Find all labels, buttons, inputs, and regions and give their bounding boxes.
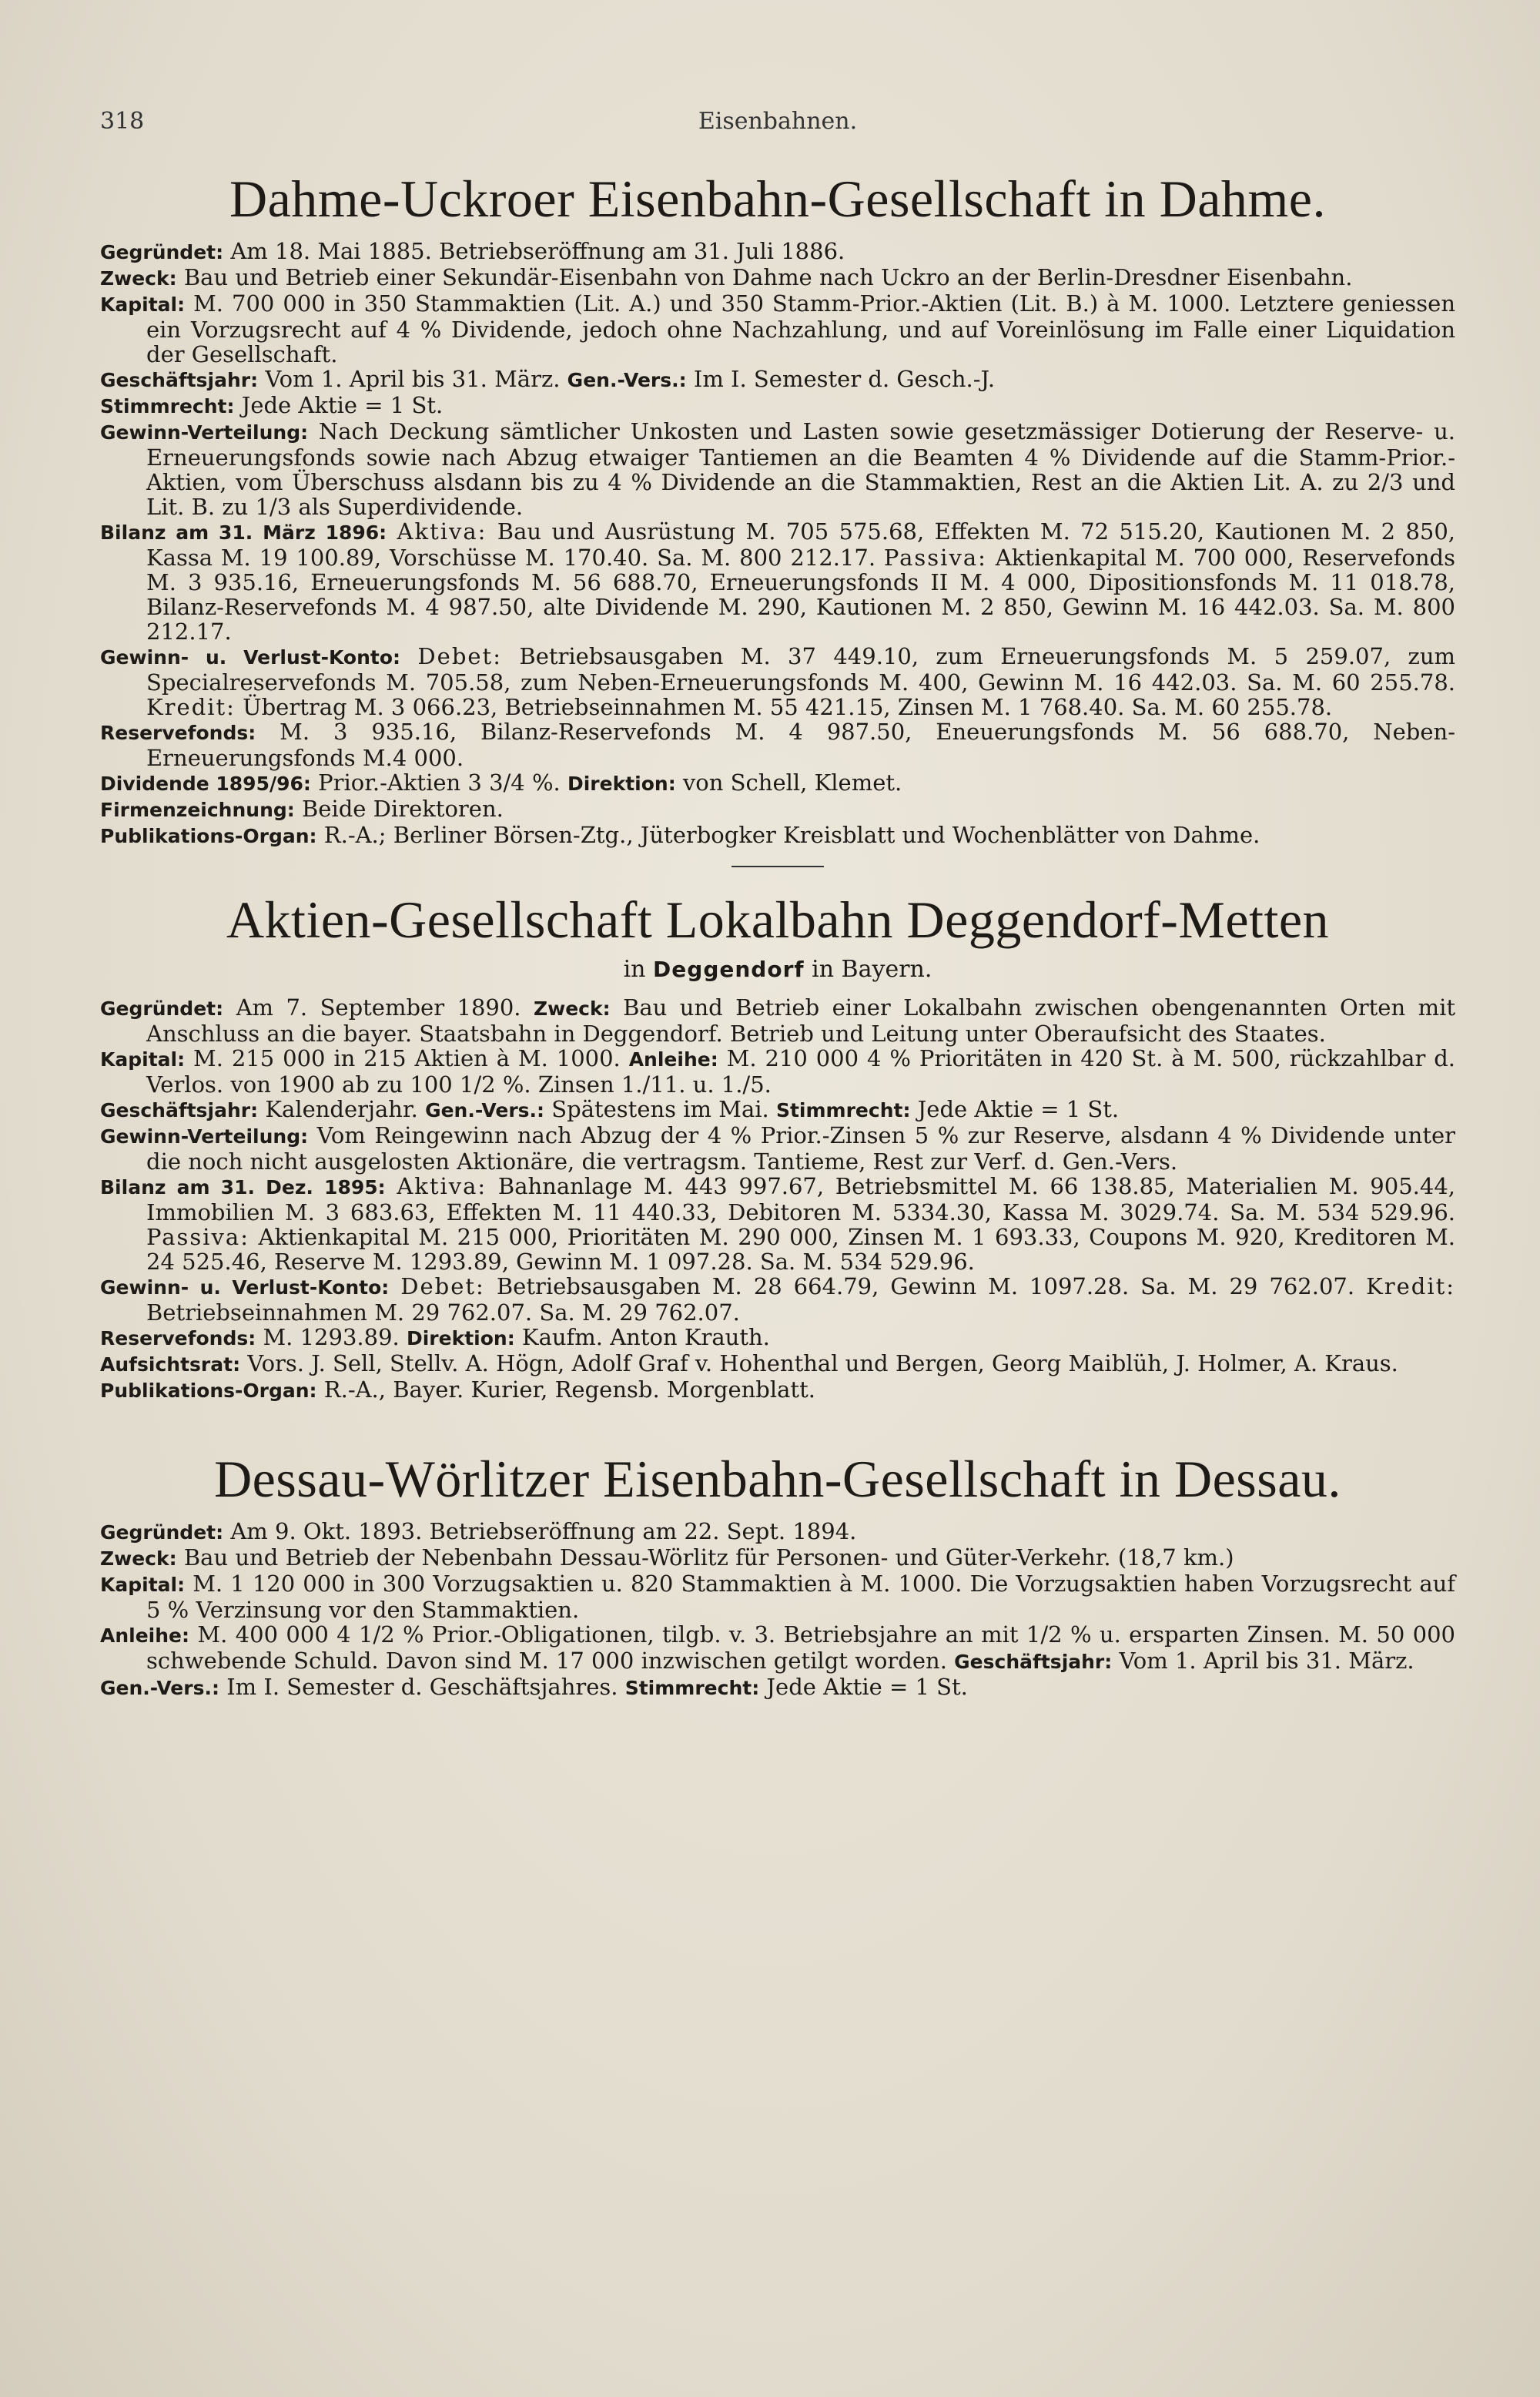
entry-geschaeftsjahr: Geschäftsjahr: Kalenderjahr. Gen.-Vers.: Spätestens im Mai. Stimmrecht: Jede Aktie = 1 St. (100, 1096, 1120, 1122)
entry-geschaeftsjahr: Geschäftsjahr: Vom 1. April bis 31. März. Gen.-Vers.: Im I. Semester d. Gesch.-J. (100, 366, 996, 392)
entry-bilanz: Bilanz am 31. März 1896: Aktiva: Bau und Ausrüstung M. 705 575.68, Effekten M. 72 515.20, Kautionen M. 2 850, Kassa M. 19 100.89, Vorschüsse M. 170.40. Sa. M. 800 212.17. Passiva: Aktienkapital M. 700 000, Reservefonds M. 3 935.16, Erneuerungsfonds M. 56 688.70, Erneuerungsfonds II M. 4 000, Dipositionsfonds M. 11 018.78, Bilanz-Reservefonds M. 4 987.50, alte Dividende M. 290, Kautionen M. 2 850, Gewinn M. 16 442.03. Sa. M. 800 212.17. (100, 518, 1456, 645)
entry-kapital: Kapital: M. 215 000 in 215 Aktien à M. 1000. Anleihe: M. 210 000 4 % Prioritäten in 420 St. à M. 500, rückzahlbar d. Verlos. von 1900 ab zu 100 1/2 %. Zinsen 1./11. u. 1./5. (100, 1045, 1456, 1098)
section-spacer (100, 1403, 1455, 1431)
entry-stimmrecht: Stimmrecht: Jede Aktie = 1 St. (100, 392, 444, 418)
entry-dividende: Dividende 1895/96: Prior.-Aktien 3 3/4 %. Direktion: von Schell, Klemet. (100, 769, 902, 796)
entry-reservefonds: Reservefonds: M. 3 935.16, Bilanz-Reservefonds M. 4 987.50, Eneuerungsfonds M. 56 688.70, Neben-Erneuerungsfonds M.4 000. (100, 719, 1456, 771)
entry-gewinn-verteilung: Gewinn-Verteilung: Vom Reingewinn nach Abzug der 4 % Prior.-Zinsen 5 % zur Reserve, alsdann 4 % Dividende unter die noch nicht ausgelosten Aktionäre, die vertragsm. Tantieme, Rest zur Verf. d. Gen.-Vers. (100, 1122, 1455, 1175)
entry-kapital: Kapital: M. 700 000 in 350 Stammaktien (Lit. A.) und 350 Stamm-Prior.-Aktien (Lit. B.) à M. 1000. Letztere geniessen ein Vorzugsrecht auf 4 % Dividende, jedoch ohne Nachzahlung, und auf Voreinlösung im Falle einer Liquidation der Gesellschaft. (100, 290, 1455, 367)
section-divider (732, 866, 824, 867)
entry-gegruendet: Gegründet: Am 7. September 1890. Zweck: Bau und Betrieb einer Lokalbahn zwischen obengenannten Orten mit Anschluss an die bayer. Staatsbahn in Deggendorf. Betrieb und Leitung unter Oberaufsicht des Staates. (100, 994, 1455, 1047)
entry-gewinn-verlust: Gewinn- u. Verlust-Konto: Debet: Betriebsausgaben M. 28 664.79, Gewinn M. 1097.28. Sa. M. 29 762.07. Kredit: Betriebseinnahmen M. 29 762.07. Sa. M. 29 762.07. (100, 1273, 1456, 1326)
entry-firmenzeichnung: Firmenzeichnung: Beide Direktoren. (100, 796, 504, 822)
entry-gegruendet: Gegründet: Am 9. Okt. 1893. Betriebseröffnung am 22. Sept. 1894. (100, 1518, 857, 1544)
entry-kapital: Kapital: M. 1 120 000 in 300 Vorzugsaktien u. 820 Stammaktien à M. 1000. Die Vorzugsaktien haben Vorzugsrecht auf 5 % Verzinsung vor den Stammaktien. (100, 1571, 1456, 1623)
company-dessau-woerlitzer (100, 1448, 1455, 1701)
entry-zweck: Zweck: Bau und Betrieb einer Sekundär-Eisenbahn von Dahme nach Uckro an der Berlin-Dresdner Eisenbahn. (100, 264, 1353, 290)
running-header (100, 108, 1455, 151)
company-title: Aktien-Gesellschaft Lokalbahn Deggendorf-Metten (226, 890, 1330, 949)
company-dahme-uckroer (100, 168, 1455, 849)
entry-reservefonds: Reservefonds: M. 1293.89. Direktion: Kaufm. Anton Krauth. (100, 1324, 770, 1350)
entry-gewinn-verlust: Gewinn- u. Verlust-Konto: Debet: Betriebsausgaben M. 37 449.10, zum Erneuerungsfonds M. 5 259.07, zum Specialreservefonds M. 705.58, zum Neben-Erneuerungsfonds M. 400, Gewinn M. 16 442.03. Sa. M. 60 255.78. Kredit: Übertrag M. 3 066.23, Betriebseinnahmen M. 55 421.15, Zinsen M. 1 768.40. Sa. M. 60 255.78. (100, 643, 1456, 720)
entry-bilanz: Bilanz am 31. Dez. 1895: Aktiva: Bahnanlage M. 443 997.67, Betriebsmittel M. 66 138.85, Materialien M. 905.44, Immobilien M. 3 683.63, Effekten M. 11 440.33, Debitoren M. 5334.30, Kassa M. 3029.74. Sa. M. 534 529.96. Passiva: Aktienkapital M. 215 000, Prioritäten M. 290 000, Zinsen M. 1 693.33, Coupons M. 920, Kreditoren M. 24 525.46, Reserve M. 1293.89, Gewinn M. 1 097.28. Sa. M. 534 529.96. (100, 1173, 1455, 1275)
entry-zweck: Zweck: Bau und Betrieb der Nebenbahn Dessau-Wörlitz für Personen- und Güter-Verkehr. (18,7 km.) (100, 1544, 1234, 1571)
company-deggendorf-metten (100, 889, 1455, 1403)
page-content (100, 108, 1455, 1701)
entry-genvers: Gen.-Vers.: Im I. Semester d. Geschäftsjahres. Stimmrecht: Jede Aktie = 1 St. (100, 1674, 968, 1700)
entry-publikations-organ: Publikations-Organ: R.-A.; Berliner Börsen-Ztg., Jüterbogker Kreisblatt und Wochenblätter von Dahme. (100, 822, 1260, 848)
entry-aufsichtsrat: Aufsichtsrat: Vors. J. Sell, Stellv. A. Högn, Adolf Graf v. Hohenthal und Bergen, Georg Maiblüh, J. Holmer, A. Kraus. (100, 1350, 1398, 1376)
company-title: Dessau-Wörlitzer Eisenbahn-Gesellschaft in Dessau. (214, 1450, 1341, 1508)
entry-publikations-organ: Publikations-Organ: R.-A., Bayer. Kurier, Regensb. Morgenblatt. (100, 1376, 815, 1403)
company-title: Dahme-Uckroer Eisenbahn-Gesellschaft in Dahme. (229, 169, 1326, 228)
entry-gewinn-verteilung: Gewinn-Verteilung: Nach Deckung sämtlicher Unkosten und Lasten sowie gesetzmässiger Dotierung der Reserve- u. Erneuerungsfonds sowie nach Abzug etwaiger Tantiemen an die Beamten 4 % Dividende auf die Stamm-Prior.-Aktien, vom Überschuss alsdann bis zu 4 % Dividende an die Stammaktien, Rest an die Aktien Lit. A. zu 2/3 und Lit. B. zu 1/3 als Superdividende. (100, 418, 1455, 520)
entry-anleihe: Anleihe: M. 400 000 4 1/2 % Prior.-Obligationen, tilgb. v. 3. Betriebsjahre an mit 1/2 % u. ersparten Zinsen. M. 50 000 schwebende Schuld. Davon sind M. 17 000 inzwischen getilgt worden. Geschäftsjahr: Vom 1. April bis 31. März. (100, 1621, 1456, 1674)
page-number: 318 (100, 108, 145, 135)
running-title: Eisenbahnen. (698, 108, 858, 135)
company-subtitle: in Deggendorf in Bayern. (623, 956, 932, 983)
entry-gegruendet: Gegründet: Am 18. Mai 1885. Betriebseröffnung am 31. Juli 1886. (100, 238, 845, 264)
